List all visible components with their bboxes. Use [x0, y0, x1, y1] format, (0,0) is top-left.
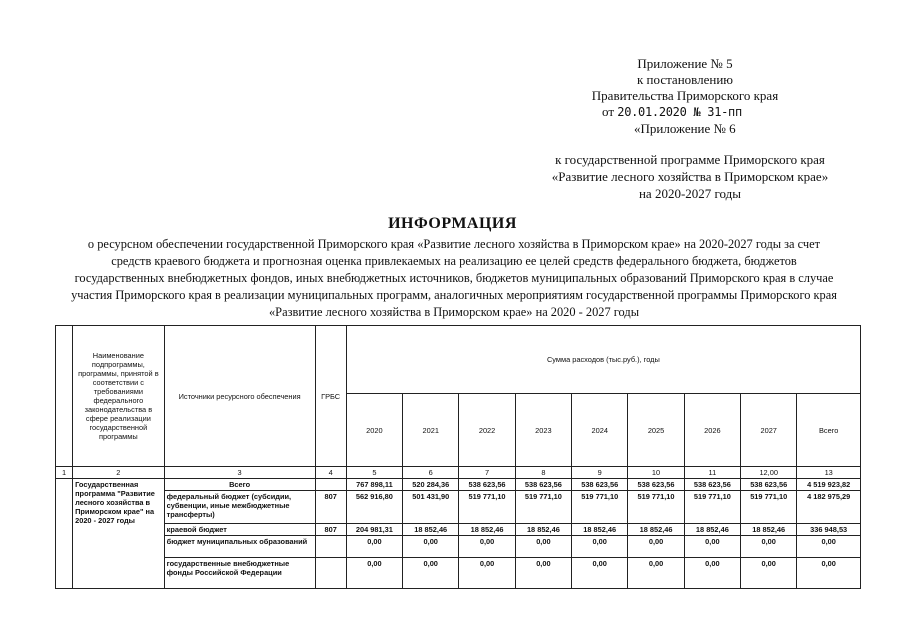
year-header: 2021 — [403, 394, 459, 467]
description-line: средств краевого бюджета и прогнозная оценка привлекаемых на реализацию ее целей средств федерального бюджета, бюджетов — [111, 254, 797, 268]
value-cell: 0,00 — [628, 558, 684, 589]
year-header: 2020 — [346, 394, 402, 467]
decree-date-prefix: от — [602, 104, 615, 119]
column-number: 4 — [315, 467, 346, 479]
value-cell: 18 852,46 — [741, 524, 797, 536]
value-cell-total: 0,00 — [797, 558, 861, 589]
value-cell: 519 771,10 — [628, 491, 684, 524]
value-cell: 519 771,10 — [572, 491, 628, 524]
value-cell: 0,00 — [459, 536, 515, 558]
source-cell: государственные внебюджетные фонды Российской Федерации — [164, 558, 315, 589]
value-cell: 18 852,46 — [459, 524, 515, 536]
column-number: 2 — [73, 467, 165, 479]
column-number: 6 — [403, 467, 459, 479]
value-cell-total: 336 948,53 — [797, 524, 861, 536]
value-cell: 0,00 — [628, 536, 684, 558]
header-sum-column: Сумма расходов (тыс.руб.), годы — [346, 326, 860, 394]
value-cell: 0,00 — [572, 558, 628, 589]
value-cell: 0,00 — [459, 558, 515, 589]
year-header: 2025 — [628, 394, 684, 467]
header-cell-empty — [56, 326, 73, 467]
value-cell: 538 623,56 — [515, 479, 571, 491]
grbs-cell — [315, 536, 346, 558]
value-cell: 538 623,56 — [572, 479, 628, 491]
column-number: 13 — [797, 467, 861, 479]
value-cell: 519 771,10 — [515, 491, 571, 524]
value-cell: 18 852,46 — [684, 524, 740, 536]
year-header: 2026 — [684, 394, 740, 467]
value-cell: 538 623,56 — [628, 479, 684, 491]
header-name-column: Наименование подпрограммы, программы, принятой в соответствии с требованиями федерального законодательства в сфере реализации государственной программы — [73, 326, 165, 467]
value-cell: 538 623,56 — [741, 479, 797, 491]
value-cell: 0,00 — [515, 558, 571, 589]
column-number: 5 — [346, 467, 402, 479]
year-header: 2024 — [572, 394, 628, 467]
value-cell: 767 898,11 — [346, 479, 402, 491]
grbs-cell — [315, 479, 346, 491]
value-cell: 519 771,10 — [684, 491, 740, 524]
grbs-cell: 807 — [315, 491, 346, 524]
source-cell: бюджет муниципальных образований — [164, 536, 315, 558]
value-cell: 18 852,46 — [628, 524, 684, 536]
year-header-total: Всего — [797, 394, 861, 467]
column-number: 3 — [164, 467, 315, 479]
header-source-column: Источники ресурсного обеспечения — [164, 326, 315, 467]
value-cell: 18 852,46 — [403, 524, 459, 536]
program-line-3: на 2020-2027 годы — [638, 186, 742, 201]
decree-label: к постановлению — [636, 72, 734, 87]
value-cell: 519 771,10 — [741, 491, 797, 524]
decree-date — [602, 104, 742, 120]
program-line-1: к государственной программе Приморского края — [555, 152, 825, 167]
value-cell-total: 4 519 923,82 — [797, 479, 861, 491]
appendix-6-label: «Приложение № 6 — [634, 121, 736, 136]
value-cell-total: 4 182 975,29 — [797, 491, 861, 524]
description-line: государственных внебюджетных фондов, иных внебюджетных источников, бюджетов муниципальных образований Приморского края в случае — [74, 271, 834, 285]
description-line: «Развитие лесного хозяйства в Приморском крае» на 2020 - 2027 годы — [268, 305, 640, 319]
document-description — [48, 236, 860, 321]
value-cell: 0,00 — [346, 536, 402, 558]
value-cell: 0,00 — [346, 558, 402, 589]
value-cell: 501 431,90 — [403, 491, 459, 524]
government-label: Правительства Приморского края — [591, 88, 779, 103]
source-cell: краевой бюджет — [164, 524, 315, 536]
value-cell: 0,00 — [741, 536, 797, 558]
value-cell: 0,00 — [741, 558, 797, 589]
column-number: 11 — [684, 467, 740, 479]
value-cell: 538 623,56 — [684, 479, 740, 491]
value-cell: 0,00 — [684, 536, 740, 558]
program-name-cell: Государственная программа "Развитие лесного хозяйства в Приморском крае" на 2020 - 2027 годы — [73, 479, 165, 589]
row-index-cell — [56, 479, 73, 589]
value-cell: 18 852,46 — [572, 524, 628, 536]
column-number: 10 — [628, 467, 684, 479]
header-grbs-column: ГРБС — [315, 326, 346, 467]
value-cell: 0,00 — [572, 536, 628, 558]
value-cell: 519 771,10 — [459, 491, 515, 524]
value-cell: 204 981,31 — [346, 524, 402, 536]
table-row — [56, 479, 861, 491]
program-line-2: «Развитие лесного хозяйства в Приморском крае» — [551, 169, 829, 184]
appendix-5-label: Приложение № 5 — [637, 56, 733, 71]
column-number: 1 — [56, 467, 73, 479]
value-cell-total: 0,00 — [797, 536, 861, 558]
year-header: 2022 — [459, 394, 515, 467]
year-header: 2027 — [741, 394, 797, 467]
year-header: 2023 — [515, 394, 571, 467]
column-number: 9 — [572, 467, 628, 479]
value-cell: 538 623,56 — [459, 479, 515, 491]
value-cell: 0,00 — [403, 536, 459, 558]
value-cell: 562 916,80 — [346, 491, 402, 524]
table-row — [56, 491, 861, 524]
value-cell: 0,00 — [684, 558, 740, 589]
grbs-cell: 807 — [315, 524, 346, 536]
column-number: 12,00 — [741, 467, 797, 479]
table-row — [56, 558, 861, 589]
value-cell: 520 284,36 — [403, 479, 459, 491]
column-number: 7 — [459, 467, 515, 479]
table-row — [56, 524, 861, 536]
description-line: о ресурсном обеспечении государственной Приморского края «Развитие лесного хозяйства в Приморском крае» на 2020-2027 годы за счет — [87, 237, 821, 251]
value-cell: 18 852,46 — [515, 524, 571, 536]
source-cell: Всего — [164, 479, 315, 491]
document-title: ИНФОРМАЦИЯ — [388, 215, 517, 232]
source-cell: федеральный бюджет (субсидии, субвенции, иные межбюджетные трансферты) — [164, 491, 315, 524]
value-cell: 0,00 — [515, 536, 571, 558]
table-row — [56, 536, 861, 558]
column-number: 8 — [515, 467, 571, 479]
grbs-cell — [315, 558, 346, 589]
decree-date-value: 20.01.2020 № 31-пп — [617, 105, 742, 119]
value-cell: 0,00 — [403, 558, 459, 589]
resource-table — [55, 325, 861, 589]
description-line: участия Приморского края в реализации муниципальных программ, аналогичных мероприятиям государственной программы Приморского края — [71, 288, 837, 302]
